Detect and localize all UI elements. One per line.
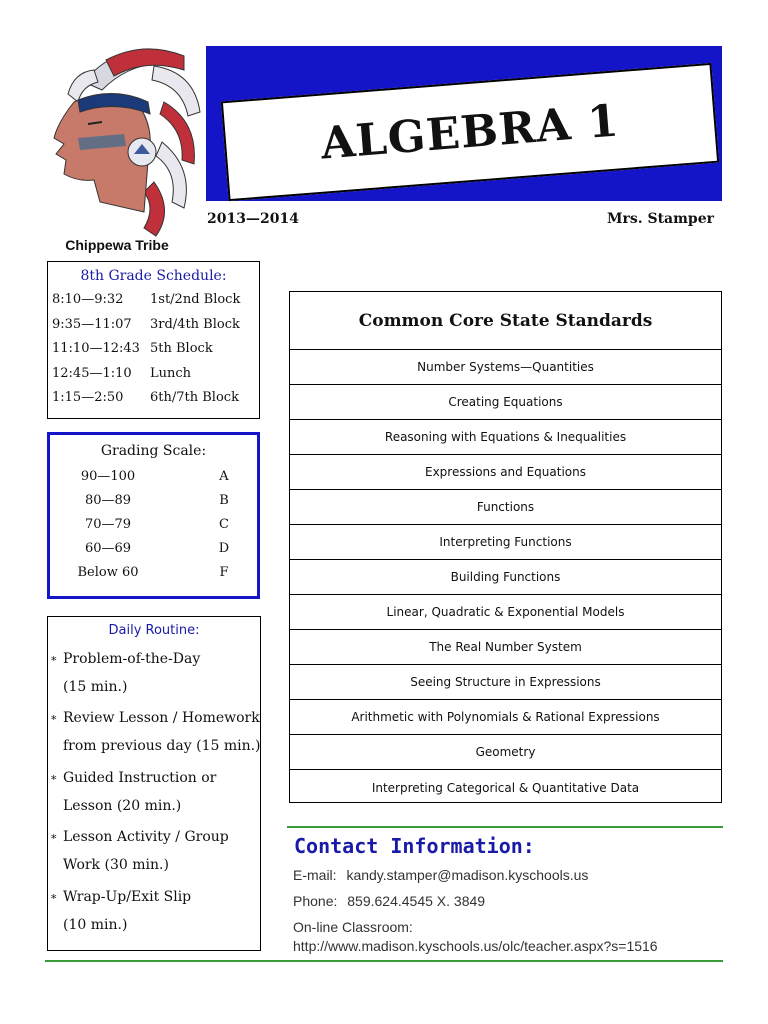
schedule-time: 11:10—12:43	[52, 341, 140, 356]
schedule-time: 9:35—11:07	[52, 317, 132, 332]
schedule-block: 1st/2nd Block	[150, 292, 241, 307]
chippewa-logo-image	[44, 42, 202, 238]
grade-range: 90—100	[80, 469, 136, 484]
routine-line: Work (30 min.)	[63, 857, 169, 873]
page-title: ALGEBRA 1	[318, 94, 622, 170]
grade-letter: C	[219, 517, 229, 532]
phone-line	[293, 893, 485, 909]
classroom-link[interactable]: http://www.madison.kyschools.us/olc/teacher.aspx?s=1516	[293, 938, 658, 954]
tribe-label: Chippewa Tribe	[65, 237, 169, 253]
grade-letter: A	[219, 469, 229, 484]
standard-row: Geometry	[290, 735, 721, 770]
routine-line: Problem-of-the-Day	[63, 651, 201, 667]
grade-letter: B	[219, 493, 229, 508]
routine-line: from previous day (15 min.)	[63, 738, 261, 754]
routine-line: (15 min.)	[63, 679, 128, 695]
teacher-name: Mrs. Stamper	[606, 211, 714, 227]
standard-row: Expressions and Equations	[290, 455, 721, 490]
routine-line: Lesson (20 min.)	[63, 798, 182, 814]
routine-box	[47, 616, 261, 951]
standard-row: Building Functions	[290, 560, 721, 595]
routine-line: Guided Instruction or	[63, 770, 217, 786]
routine-title: Daily Routine:	[108, 623, 200, 638]
schedule-box	[47, 261, 260, 419]
phone-label: Phone:	[293, 893, 338, 909]
schedule-time: 12:45—1:10	[52, 366, 132, 381]
contact-title: Contact Information:	[294, 834, 535, 858]
contact-divider-top	[287, 826, 723, 828]
grade-range: 80—89	[84, 493, 132, 508]
routine-line: (10 min.)	[63, 917, 128, 933]
schedule-block: Lunch	[150, 366, 192, 381]
classroom-label: On-line Classroom:	[293, 919, 413, 935]
standards-table	[289, 291, 722, 803]
schedule-block: 3rd/4th Block	[150, 317, 240, 332]
schedule-block: 6th/7th Block	[150, 390, 239, 405]
phone-number: 859.624.4545 X. 3849	[347, 893, 486, 909]
grading-box	[47, 432, 260, 599]
bullet-icon: ∗	[50, 711, 58, 724]
bullet-icon: ∗	[50, 830, 58, 843]
bullet-icon: ∗	[50, 652, 58, 665]
standard-row: The Real Number System	[290, 630, 721, 665]
standard-row: Interpreting Functions	[290, 525, 721, 560]
grade-range: 60—69	[84, 541, 132, 556]
routine-line: Wrap-Up/Exit Slip	[63, 889, 192, 905]
bullet-icon: ∗	[50, 890, 58, 903]
email-line	[293, 867, 588, 883]
grading-title: Grading Scale:	[100, 443, 207, 459]
grade-letter: D	[218, 541, 230, 556]
schedule-time: 1:15—2:50	[52, 390, 124, 405]
standard-row: Creating Equations	[290, 385, 721, 420]
schedule-title: 8th Grade Schedule:	[80, 268, 227, 284]
school-year: 2013—2014	[207, 211, 299, 227]
contact-divider-bottom	[45, 960, 723, 962]
schedule-block: 5th Block	[150, 341, 213, 356]
standard-row: Arithmetic with Polynomials & Rational Expressions	[290, 700, 721, 735]
schedule-time: 8:10—9:32	[52, 292, 124, 307]
standard-row: Linear, Quadratic & Exponential Models	[290, 595, 721, 630]
grade-range: Below 60	[77, 565, 139, 580]
standard-row: Number Systems—Quantities	[290, 350, 721, 385]
bullet-icon: ∗	[50, 771, 58, 784]
routine-line: Lesson Activity / Group	[63, 829, 229, 845]
standard-row: Reasoning with Equations & Inequalities	[290, 420, 721, 455]
standard-row: Interpreting Categorical & Quantitative Data	[371, 780, 640, 795]
email-link[interactable]: kandy.stamper@madison.kyschools.us	[346, 867, 589, 883]
routine-line: Review Lesson / Homework	[63, 710, 260, 726]
email-label: E-mail:	[293, 867, 337, 883]
grade-range: 70—79	[84, 517, 132, 532]
standard-row: Seeing Structure in Expressions	[290, 665, 721, 700]
standard-row: Functions	[290, 490, 721, 525]
standards-title: Common Core State Standards	[290, 292, 721, 350]
grade-letter: F	[219, 565, 229, 580]
